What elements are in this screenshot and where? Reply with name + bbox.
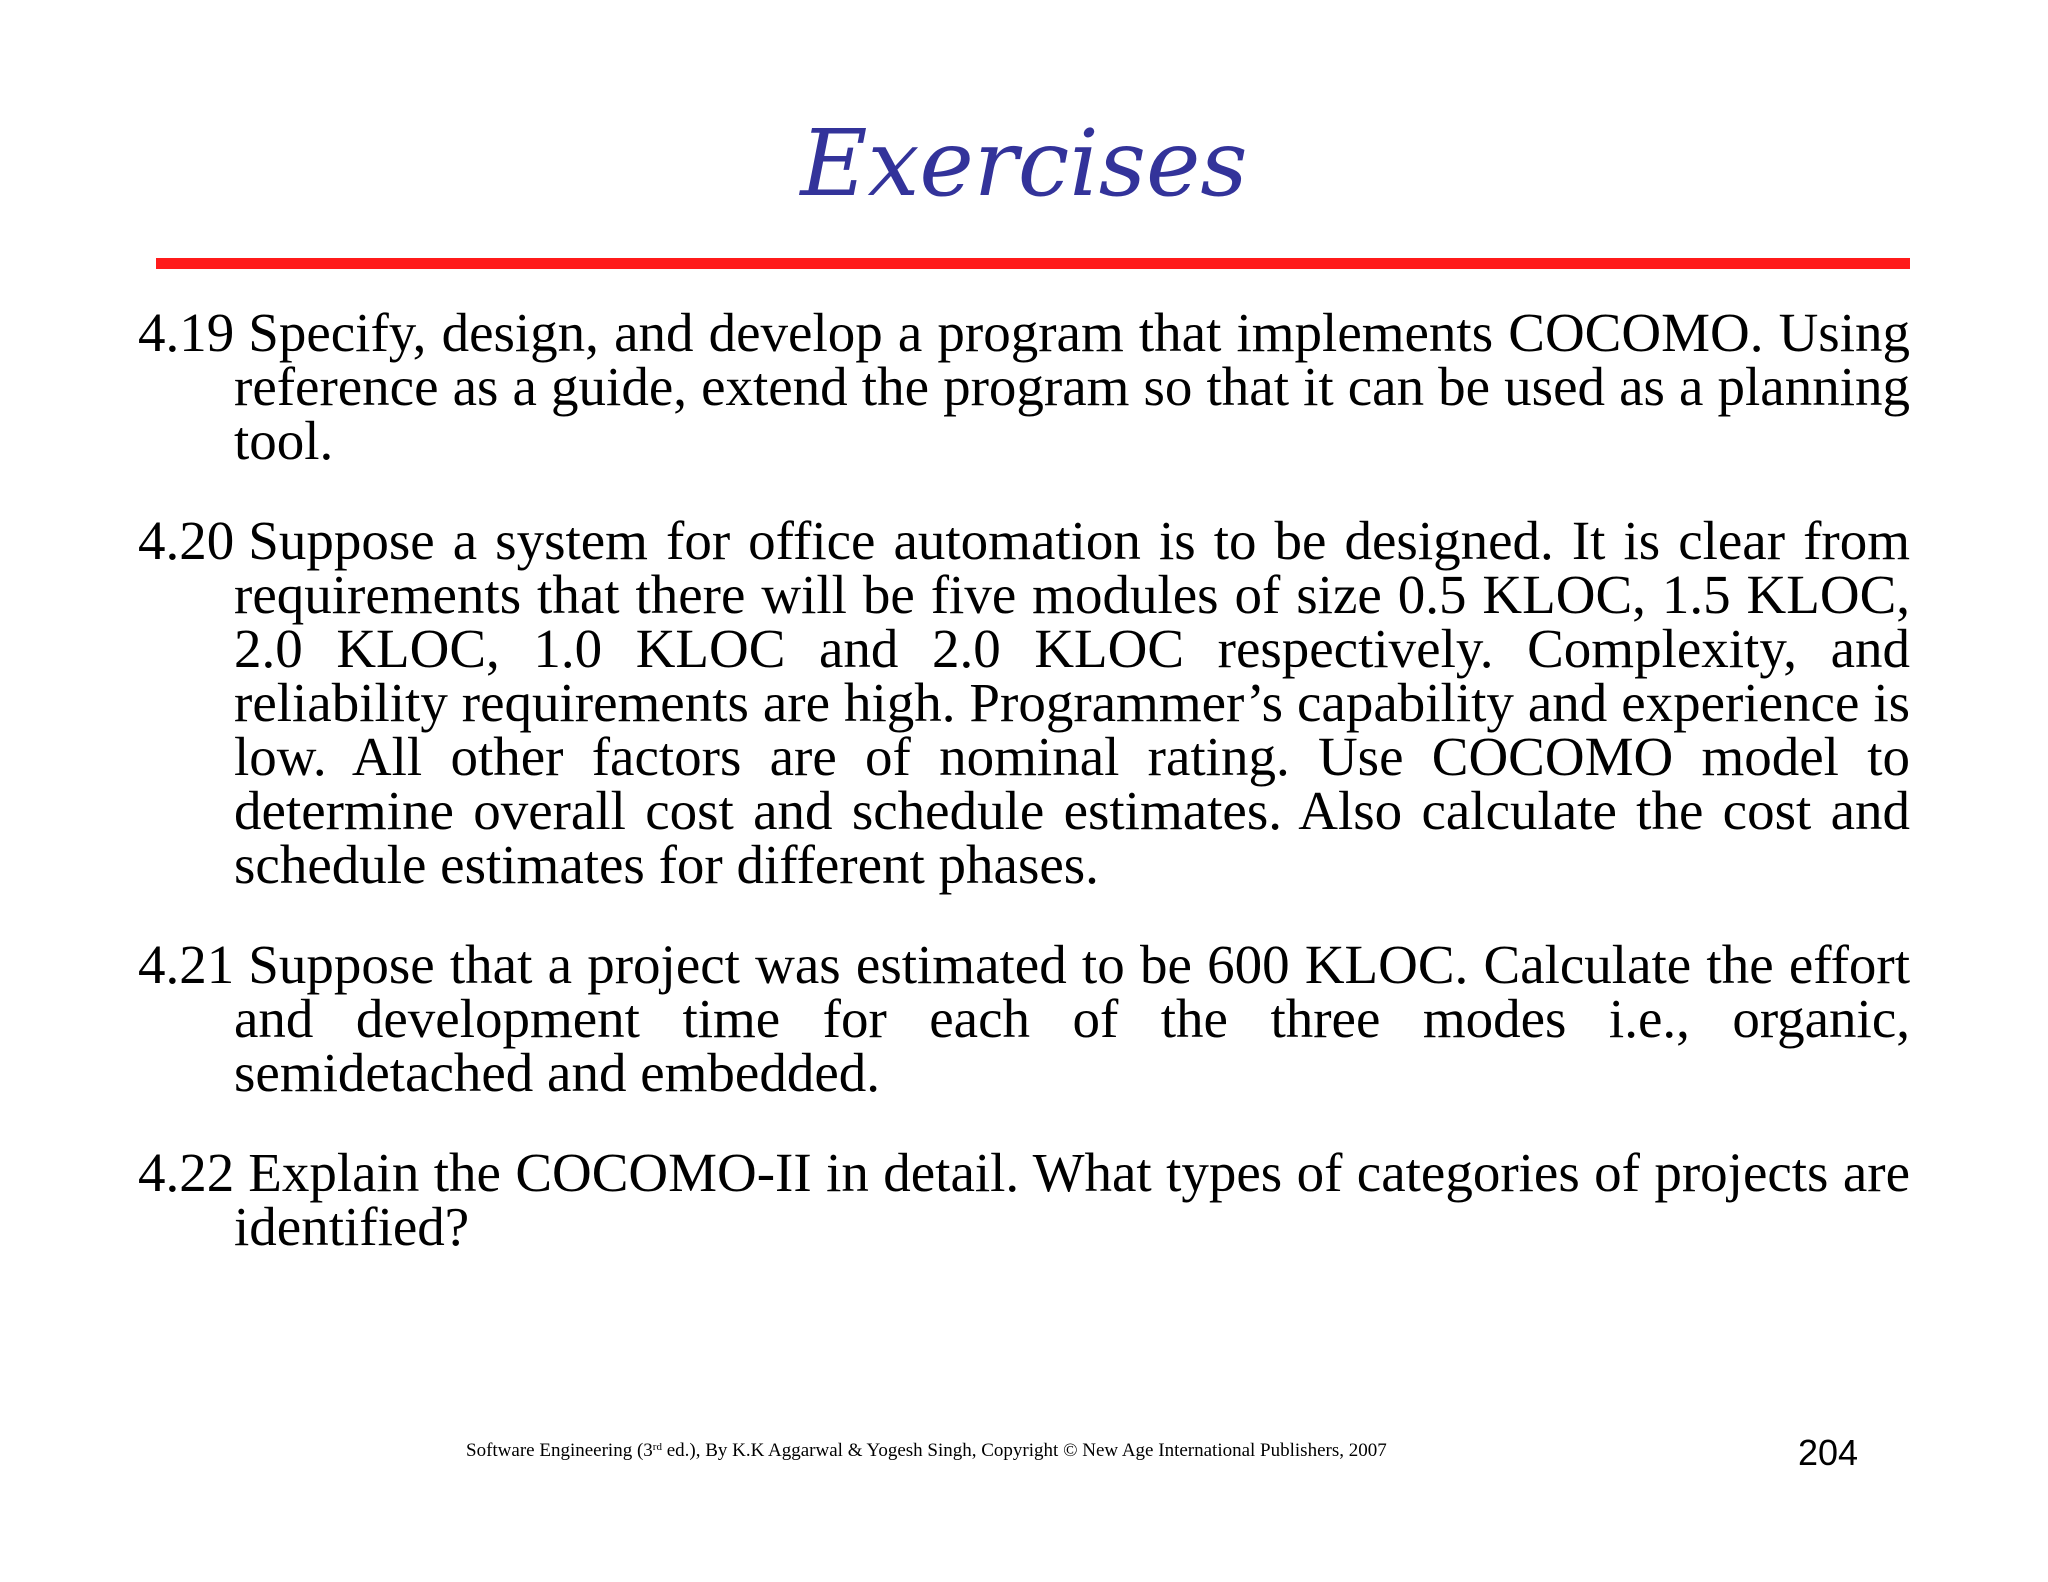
exercise-number: 4.21	[138, 934, 235, 995]
exercise-text: Specify, design, and develop a program that implements COCOMO. Using reference as a guide, extend the program so that it can be used as a planning tool.	[234, 302, 1910, 471]
exercise-number: 4.22	[138, 1142, 235, 1203]
exercise-item	[138, 302, 1910, 471]
exercise-item	[138, 1142, 1910, 1257]
footer	[0, 1432, 2048, 1472]
exercise-list	[138, 302, 1910, 1300]
exercise-number: 4.20	[138, 510, 235, 571]
exercise-text: Suppose a system for office automation is to be designed. It is clear from requirements that there will be five modules of size 0.5 KLOC, 1.5 KLOC, 2.0 KLOC, 1.0 KLOC and 2.0 KLOC respectively. Complexity, and reliability requirements are high. Programmer’s capability and experience is low. All other factors are of nominal rating. Use COCOMO model to determine overall cost and schedule estimates. Also calculate the cost and schedule estimates for different phases.	[234, 510, 1910, 895]
title-divider	[156, 258, 1910, 269]
exercise-item	[138, 934, 1910, 1103]
footer-superscript: rd	[652, 1441, 662, 1453]
exercise-number: 4.19	[138, 302, 235, 363]
exercise-text: Explain the COCOMO-II in detail. What types of categories of projects are identified?	[234, 1142, 1910, 1257]
exercise-text: Suppose that a project was estimated to be 600 KLOC. Calculate the effort and development time for each of the three modes i.e., organic, semidetached and embedded.	[234, 934, 1910, 1103]
footer-suffix: ed.), By K.K Aggarwal & Yogesh Singh, Copyright © New Age International Publishers, 2007	[661, 1440, 1387, 1461]
footer-citation	[466, 1440, 1387, 1462]
slide-title: Exercises	[800, 110, 1248, 217]
page-number: 204	[1798, 1432, 1859, 1473]
footer-prefix: Software Engineering (3	[466, 1440, 653, 1461]
exercise-item	[138, 510, 1910, 895]
